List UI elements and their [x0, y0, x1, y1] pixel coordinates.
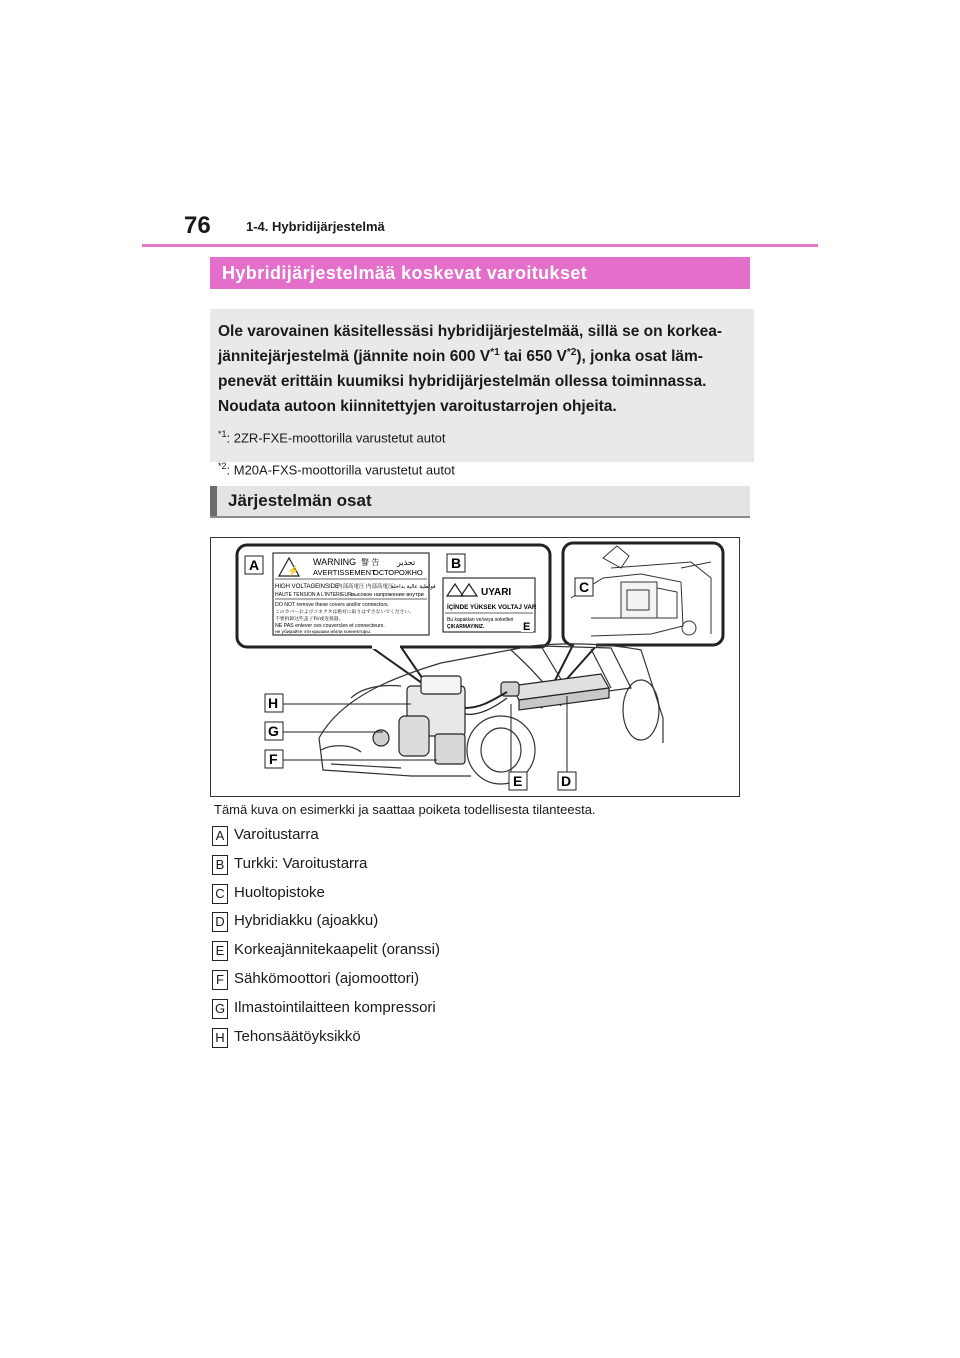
label-ja-line-2: このカバーおよびコネクタは絶対に取りはずさないでください。 [275, 610, 415, 615]
legend-text: Turkki: Varoitustarra [234, 855, 368, 872]
notice-box [210, 309, 754, 478]
label-b-line-1: İÇİNDE YÜKSEK VOLTAJ VAR [447, 604, 537, 611]
label-b-line-3: ÇIKARMAYINIZ. [447, 624, 485, 630]
callout-b: B [451, 555, 462, 571]
label-ar-line: فولطية عالية بداخله [391, 584, 436, 590]
callout-f: F [269, 751, 278, 767]
legend-letter: C [212, 884, 228, 904]
label-do-not: DO NOT remove these covers and/or connectors. [275, 602, 390, 608]
label-avertissement: AVERTISSEMENT [313, 568, 376, 577]
label-b-line-2: Bu kapakları ve/veya soketleri [447, 617, 514, 623]
footnote-mark: *2 [218, 461, 227, 472]
legend-letter: E [212, 941, 228, 961]
hybrid-system-illustration [211, 538, 741, 798]
label-haute-tension: HAUTE TENSION A L'INTERIEUR [275, 592, 352, 598]
legend-text: Sähkömoottori (ajomoottori) [234, 970, 420, 987]
parts-rule [210, 516, 750, 518]
label-zh-line: 不要拆卸这些盖子和/或连接器。 [275, 617, 344, 622]
callout-a: A [249, 557, 260, 573]
legend-text: Korkeajännitekaapelit (oranssi) [234, 941, 440, 958]
label-warning-ar: تحذير [397, 558, 416, 567]
notice-line-3: penevät erittäin kuumiksi hybridijärjestelmän ollessa toiminnassa. [218, 373, 707, 390]
legend-text: Hybridiakku (ajoakku) [234, 912, 379, 929]
label-warning: WARNING [313, 557, 357, 567]
label-high-voltage: HIGH VOLTAGE [275, 584, 320, 590]
car-drawing [319, 644, 663, 784]
warning-heading: Hybridijärjestelmää koskevat varoitukset [210, 257, 750, 289]
legend-letter: A [212, 826, 228, 846]
legend-text: Huoltopistoke [234, 884, 325, 901]
engine-assembly [373, 676, 465, 764]
footnote-mark: *1 [218, 429, 227, 439]
label-ne-pas: NE PAS enlever ces couvercles et connecteurs. [275, 623, 385, 629]
callout-g: G [268, 723, 279, 739]
page-number: 76 [184, 212, 211, 239]
legend-text: Tehonsäätöyksikkö [234, 1028, 361, 1045]
footnote-2 [218, 457, 746, 479]
parts-heading: Järjestelmän osat [210, 486, 750, 518]
label-ru-line-2: не убирайте эти крышки и/или коннекторы. [275, 630, 372, 635]
label-ostorozhno: ОСТОРОЖНО [373, 568, 423, 577]
hv-cable [465, 698, 507, 714]
legend-letter: G [212, 999, 228, 1019]
header-rule [142, 244, 818, 247]
label-inside: INSIDE [319, 584, 340, 590]
notice-line-2c: ), jonka osat läm- [576, 348, 703, 365]
legend-letter: H [212, 1028, 228, 1048]
label-ru-line: высокое напряжение внутри [351, 592, 424, 598]
hv-warning-glyph: ⚡ [287, 566, 300, 577]
callout-c: C [579, 579, 590, 595]
footnote-1 [218, 425, 746, 447]
legend-letter: F [212, 970, 228, 990]
section-title: 1-4. Hybridijärjestelmä [246, 219, 385, 234]
callout-h: H [268, 695, 279, 711]
hybrid-system-figure [210, 537, 740, 797]
notice-text [218, 319, 746, 419]
legend-letter: B [212, 855, 228, 875]
footnote-ref-2: *2 [566, 346, 577, 358]
legend-text: Varoitustarra [234, 826, 319, 843]
legend-letter: D [212, 912, 228, 932]
callout-e: E [513, 773, 523, 789]
figure-caption: Tämä kuva on esimerkki ja saattaa poiketa todellisesta tilanteesta. [214, 802, 596, 817]
callout-d: D [561, 773, 572, 789]
notice-line-1: Ole varovainen käsitellessäsi hybridijärjestelmää, sillä se on korkea- [218, 323, 723, 340]
label-ja-line: 内部高電圧 内部高電压 [337, 584, 394, 590]
legend-text: Ilmastointilaitteen kompressori [234, 999, 436, 1016]
label-warning-ja: 警 告 [361, 558, 380, 567]
label-callout-pointer [371, 647, 429, 688]
footnote-text: : M20A-FXS-moottorilla varustetut autot [226, 462, 455, 478]
pointer-mask [372, 644, 400, 649]
callout-e-on-label: E [523, 621, 531, 633]
footnote-ref-1: *1 [490, 346, 500, 358]
notice-line-2b: tai 650 V [499, 348, 567, 365]
footnote-text: : 2ZR-FXE-moottorilla varustetut autot [226, 430, 446, 446]
notice-line-4: Noudata autoon kiinnitettyjen varoitustarrojen ohjeita. [218, 398, 617, 415]
label-uyari: UYARI [481, 587, 512, 598]
notice-line-2a: jännitejärjestelmä (jännite noin 600 V [218, 348, 491, 365]
